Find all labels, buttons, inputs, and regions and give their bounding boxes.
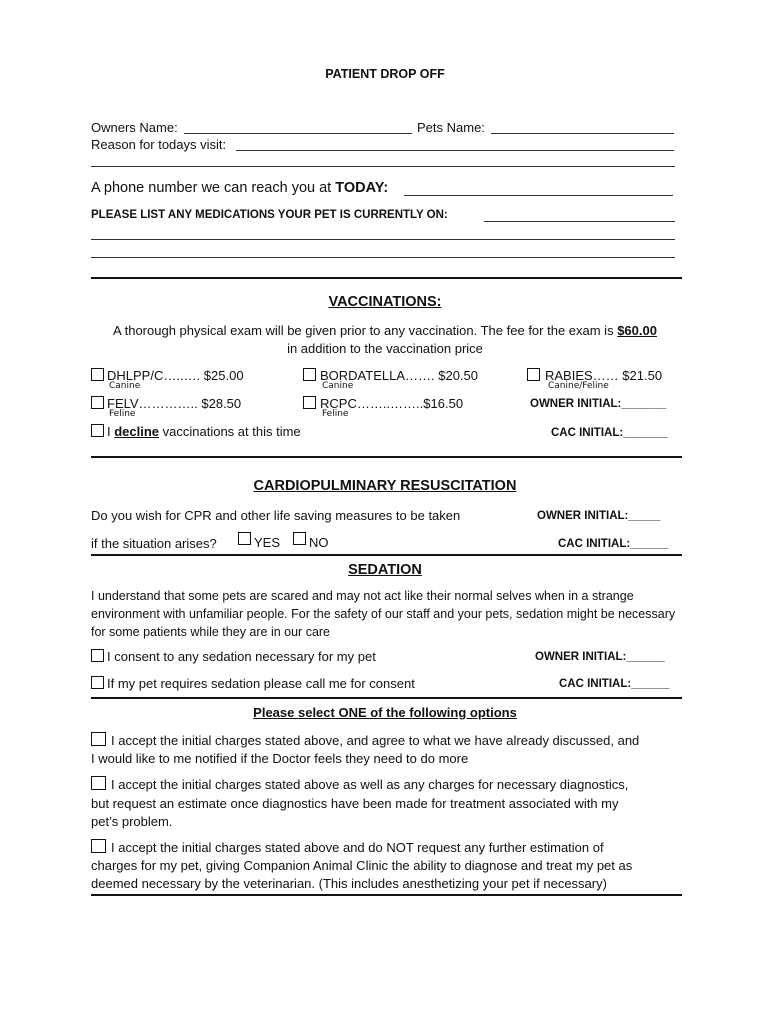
cpr-owner-initial[interactable]: OWNER INITIAL:_____: [537, 510, 661, 522]
medications-field[interactable]: [484, 221, 675, 222]
phone-today-text: TODAY:: [335, 180, 389, 196]
phone-label-text: A phone number we can reach you at: [91, 180, 336, 196]
sedation-call-checkbox[interactable]: [91, 676, 104, 689]
cpr-no-checkbox[interactable]: [293, 532, 306, 545]
rabies-label: RABIES…… $21.50: [545, 368, 663, 383]
decline-label: [107, 424, 301, 439]
sedation-owner-initial[interactable]: OWNER INITIAL:______: [535, 651, 665, 663]
option-3-line1: I accept the initial charges stated above and do NOT request any further estimation of: [111, 840, 604, 855]
option-1-line2: I would like to me notified if the Doctor feels they need to do more: [91, 751, 469, 766]
option-2-line1: I accept the initial charges stated above as well as any charges for necessary diagnostics,: [111, 777, 629, 792]
dhlpp-checkbox[interactable]: [91, 368, 104, 381]
decline-checkbox[interactable]: [91, 424, 104, 437]
divider: [91, 697, 682, 699]
option-3-line2: charges for my pet, giving Companion Animal Clinic the ability to diagnose and treat my pet as: [91, 858, 633, 873]
sedation-paragraph: I understand that some pets are scared and may not act like their normal selves when in a strange environment with unfamiliar people. For the safety of our staff and your pets, sedation might be necessary for some patients while they are in our care: [91, 589, 676, 639]
felv-label: FELV………….. $28.50: [107, 396, 242, 411]
divider: [91, 456, 682, 458]
bordatella-label: BORDATELLA……. $20.50: [320, 368, 478, 383]
pets-name-label: Pets Name:: [417, 120, 485, 135]
medications-field-line-2[interactable]: [91, 239, 675, 240]
phone-field[interactable]: [404, 195, 673, 196]
reason-field-line-2[interactable]: [91, 166, 675, 167]
option-1-checkbox[interactable]: [91, 732, 106, 746]
medications-label: PLEASE LIST ANY MEDICATIONS YOUR PET IS CURRENTLY ON:: [91, 209, 448, 221]
divider: [91, 277, 682, 279]
vaccinations-owner-initial[interactable]: OWNER INITIAL:_______: [530, 398, 667, 410]
felv-checkbox[interactable]: [91, 396, 104, 409]
sedation-cac-initial[interactable]: CAC INITIAL:______: [559, 678, 670, 690]
dhlpp-label: DHLPP/C…..…. $25.00: [107, 368, 244, 383]
option-3-line3: deemed necessary by the veterinarian. (This includes anesthetizing your pet if necessary): [91, 876, 607, 891]
medications-field-line-3[interactable]: [91, 257, 675, 258]
page-title: PATIENT DROP OFF: [325, 67, 445, 81]
cpr-yes-checkbox[interactable]: [238, 532, 251, 545]
vaccinations-heading: VACCINATIONS:: [328, 294, 442, 310]
option-3-checkbox[interactable]: [91, 839, 106, 853]
cpr-cac-initial[interactable]: CAC INITIAL:______: [558, 538, 669, 550]
divider: [91, 554, 682, 556]
decline-word: decline: [114, 424, 160, 439]
sedation-consent-checkbox[interactable]: [91, 649, 104, 662]
cpr-no-label: NO: [309, 535, 329, 550]
decline-suffix: vaccinations at this time: [159, 424, 301, 439]
pets-name-field[interactable]: [491, 133, 674, 134]
divider: [91, 894, 682, 896]
felv-species: Feline: [109, 409, 136, 419]
cpr-question-line1: Do you wish for CPR and other life saving measures to be taken: [91, 508, 461, 523]
sedation-consent-label: I consent to any sedation necessary for my pet: [107, 649, 376, 664]
owners-name-field[interactable]: [184, 133, 412, 134]
phone-label: [91, 180, 388, 196]
reason-label: Reason for todays visit:: [91, 137, 227, 152]
dhlpp-species: Canine: [109, 381, 141, 391]
rcpc-checkbox[interactable]: [303, 396, 316, 409]
vaccinations-intro-line1: [0, 323, 770, 338]
rabies-species: Canine/Feline: [548, 381, 609, 391]
cpr-heading: CARDIOPULMINARY RESUSCITATION: [253, 478, 517, 494]
reason-field[interactable]: [236, 150, 674, 151]
option-2-line2: but request an estimate once diagnostics have been made for treatment associated with my: [91, 796, 619, 811]
option-1-line1: I accept the initial charges stated above, and agree to what we have already discussed, and: [111, 733, 640, 748]
rabies-checkbox[interactable]: [527, 368, 540, 381]
cpr-question-line2: if the situation arises?: [91, 536, 217, 551]
option-2-line3: pet’s problem.: [91, 814, 173, 829]
bordatella-checkbox[interactable]: [303, 368, 316, 381]
cpr-yes-label: YES: [254, 535, 281, 550]
rcpc-species: Feline: [322, 409, 349, 419]
decline-prefix: I: [107, 424, 115, 439]
option-2-checkbox[interactable]: [91, 776, 106, 790]
rcpc-label: RCPC……..……..$16.50: [320, 396, 464, 411]
sedation-call-label: If my pet requires sedation please call me for consent: [107, 676, 415, 691]
vaccinations-intro-line2: in addition to the vaccination price: [287, 341, 483, 356]
vaccinations-intro-text: A thorough physical exam will be given prior to any vaccination. The fee for the exam is: [113, 323, 618, 338]
exam-fee: $60.00: [617, 323, 657, 338]
sedation-heading: SEDATION: [348, 562, 422, 578]
owners-name-label: Owners Name:: [91, 120, 178, 135]
vaccinations-cac-initial[interactable]: CAC INITIAL:_______: [551, 427, 668, 439]
options-heading: Please select ONE of the following options: [253, 705, 517, 720]
bordatella-species: Canine: [322, 381, 354, 391]
